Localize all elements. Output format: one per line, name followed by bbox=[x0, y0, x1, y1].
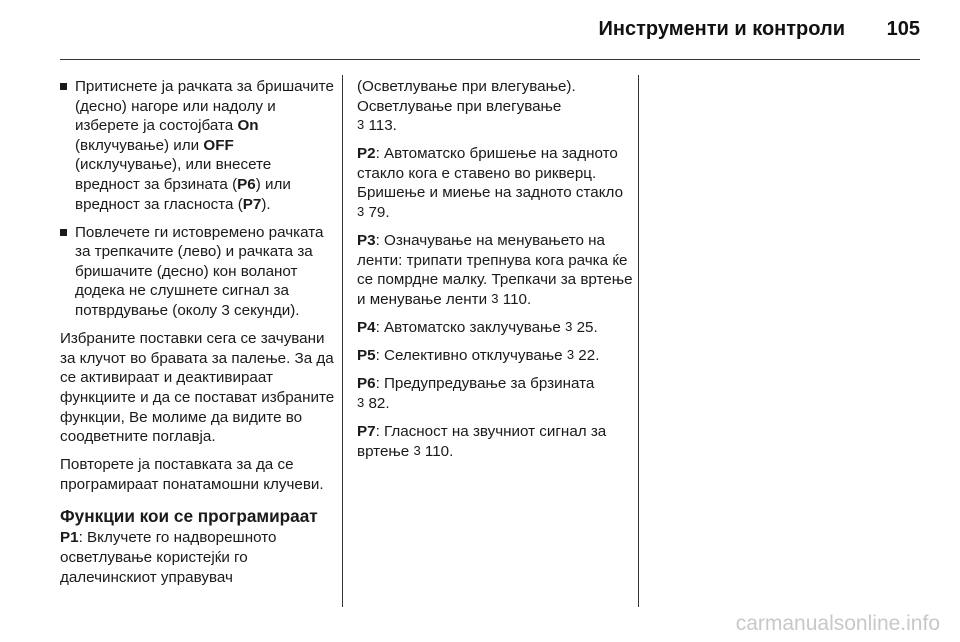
p1-cont-ref: 113. bbox=[368, 117, 397, 135]
p6-ref: 82. bbox=[368, 394, 390, 412]
bullet1-text-a: Притиснете ја рачката за бришачите (десно) нагоре или надолу и изберете ја состојбата bbox=[75, 78, 334, 135]
p3-code: P3 bbox=[357, 232, 376, 250]
p1-text: : Вклучете го надворешното осветлување користејќи го далечинскиот управувач bbox=[60, 529, 277, 586]
p4-code: P4 bbox=[357, 319, 376, 337]
reference-arrow-icon: 3 bbox=[565, 319, 573, 335]
middle-column bbox=[357, 77, 633, 470]
p2-code: P2 bbox=[357, 145, 376, 163]
p1-cont-text: (Осветлување при влегување). Осветлување при влегување bbox=[357, 78, 576, 115]
item-p5 bbox=[357, 346, 633, 366]
paragraph-saved-settings: Избраните поставки сега се зачувани за клучот во бравата за палење. За да се активираат и деактивираат функциите и да се постават избраните функции, Ве молиме да видите во соодветните поглавја. bbox=[60, 330, 335, 446]
column-divider-left bbox=[342, 75, 343, 607]
reference-arrow-icon: 3 bbox=[413, 442, 421, 458]
section-heading: Функции кои се програмираат bbox=[60, 506, 318, 527]
paragraph-repeat: Повторете ја поставката за да се програмираат понатамошни клучеви. bbox=[60, 456, 324, 493]
bullet-icon bbox=[60, 83, 67, 90]
bullet-icon bbox=[60, 229, 67, 236]
header-rule bbox=[60, 59, 920, 60]
p4-text: : Автоматско заклучување bbox=[375, 319, 561, 337]
bullet1-text-c: (исклучување), или внесете вредност за брзината ( bbox=[75, 156, 272, 193]
bullet1-text-d: ) или вредност за гласноста ( bbox=[75, 175, 291, 213]
p7-code: P7 bbox=[357, 422, 376, 440]
page-title: Инструменти и контроли bbox=[598, 18, 845, 40]
reference-arrow-icon: 3 bbox=[491, 290, 499, 306]
reference-arrow-icon: 3 bbox=[357, 394, 365, 410]
item-p4 bbox=[357, 318, 633, 338]
p4-ref: 25. bbox=[576, 319, 598, 337]
off-label: OFF bbox=[203, 136, 234, 154]
item-p7 bbox=[357, 422, 633, 461]
p5-text: : Селективно отклучување bbox=[375, 347, 563, 365]
p6-text: : Предупредување за брзината bbox=[375, 375, 595, 393]
p2-text: : Автоматско бришење на задното стакло кога е ставено во рикверц. Бришење и миење на задното стакло bbox=[357, 145, 624, 202]
p3-text: : Означување на менувањето на ленти: трипати трепнува кога рачка ќе се помрдне малку. Трепкачи за вртење и менување ленти bbox=[357, 232, 633, 308]
p3-ref: 110. bbox=[502, 290, 532, 308]
item-p1-continued bbox=[357, 77, 633, 136]
bullet2-text: Повлечете ги истовремено рачката за трепкачите (лево) и рачката за бришачите (десно) кон воланот додека не слушнете сигнал за потврдување (околу 3 секунди). bbox=[75, 223, 324, 320]
item-p1 bbox=[60, 528, 338, 587]
p6-label: P6 bbox=[237, 175, 256, 193]
reference-arrow-icon: 3 bbox=[566, 347, 575, 363]
p6-code: P6 bbox=[357, 375, 376, 393]
left-column bbox=[60, 77, 338, 596]
bullet1-text-b: (вклучување) или bbox=[75, 136, 204, 154]
bullet1-text-e: ). bbox=[261, 195, 271, 213]
bullet-item-confirm bbox=[60, 223, 338, 321]
watermark-link[interactable]: carmanualsonline.info bbox=[735, 612, 940, 635]
p7-text: : Гласност на звучниот сигнал за вртење bbox=[357, 422, 607, 460]
p2-ref: 79. bbox=[368, 204, 390, 222]
p5-ref: 22. bbox=[578, 347, 600, 365]
p7-label: P7 bbox=[242, 195, 262, 213]
item-p3 bbox=[357, 231, 633, 309]
p1-code: P1 bbox=[60, 529, 79, 547]
column-divider-right bbox=[638, 75, 639, 607]
reference-arrow-icon: 3 bbox=[357, 117, 365, 133]
bullet-item-set-value bbox=[60, 77, 338, 214]
page-number: 105 bbox=[886, 18, 920, 40]
item-p6 bbox=[357, 374, 633, 413]
item-p2 bbox=[357, 144, 633, 222]
p5-code: P5 bbox=[357, 347, 376, 365]
on-label: On bbox=[237, 117, 259, 135]
reference-arrow-icon: 3 bbox=[357, 204, 365, 220]
p7-ref: 110. bbox=[424, 442, 454, 460]
